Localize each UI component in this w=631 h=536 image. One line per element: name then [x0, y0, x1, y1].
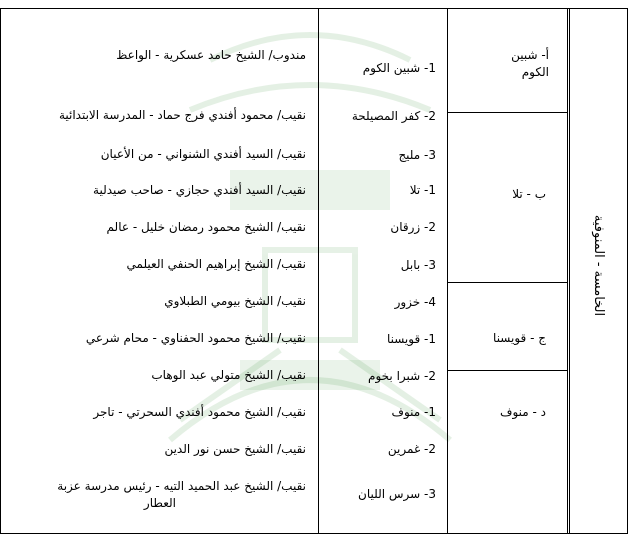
region-text: الخامسة - المنوفية — [591, 214, 607, 316]
markaz-label: د - منوف — [500, 405, 546, 419]
person-cell: نقيب/ الشيخ محمود أفندي السحرتي - تاجر — [93, 405, 306, 419]
village-cell: 1- منوف — [391, 405, 436, 419]
person-cell: نقيب/ الشيخ إبراهيم الحنفي العيلمي — [126, 257, 306, 271]
village-cell: 4- خزور — [394, 295, 436, 309]
column-divider — [318, 8, 319, 534]
village-cell: 1- قويسنا — [386, 332, 436, 346]
column-divider-double — [567, 8, 570, 534]
village-cell: 2- كفر المصيلحة — [351, 109, 436, 123]
column-divider — [447, 8, 448, 534]
village-cell: 2- زرقان — [390, 220, 436, 234]
village-cell: 2- شبرا بخوم — [368, 369, 436, 383]
markaz-label: ب - تلا — [512, 187, 546, 201]
village-cell: 3- سرس الليان — [358, 487, 436, 501]
village-cell: 3- مليج — [398, 148, 436, 162]
village-cell: 3- بابل — [400, 258, 436, 272]
village-cell: 1- تلا — [409, 183, 436, 197]
markaz-label: الكوم — [521, 65, 549, 79]
markaz-label: أ- شبين — [511, 48, 549, 62]
person-cell: نقيب/ الشيخ عبد الحميد التيه - رئيس مدرسة عزبة — [57, 479, 306, 493]
person-cell: نقيب/ الشيخ بيومي الطبلاوي — [164, 294, 306, 308]
village-cell: 1- شبين الكوم — [362, 61, 436, 75]
markaz-label: ج - قويسنا — [493, 331, 546, 345]
region-label — [582, 150, 616, 380]
table-frame — [0, 8, 628, 534]
row-divider — [447, 282, 567, 283]
person-cell: نقيب/ الشيخ محمود رمضان خليل - عالم — [106, 220, 306, 234]
person-cell: نقيب/ الشيخ حسن نور الدين — [164, 442, 306, 456]
person-cell: نقيب/ الشيخ متولي عبد الوهاب — [151, 368, 306, 382]
person-cell: نقيب/ الشيخ محمود الحفناوي - محام شرعي — [85, 331, 306, 345]
village-cell: 2- غمرين — [387, 442, 436, 456]
person-cell: نقيب/ السيد أفندي حجازي - صاحب صيدلية — [93, 183, 306, 197]
person-cell: نقيب/ محمود أفندي فرج حماد - المدرسة الابتدائية — [58, 108, 306, 122]
person-cell: نقيب/ السيد أفندي الشنواني - من الأعيان — [100, 147, 306, 161]
row-divider — [447, 112, 567, 113]
person-cell: مندوب/ الشيخ حامد عسكرية - الواعظ — [116, 48, 306, 62]
row-divider — [447, 370, 567, 371]
person-cell-continued: العطار — [143, 496, 176, 510]
